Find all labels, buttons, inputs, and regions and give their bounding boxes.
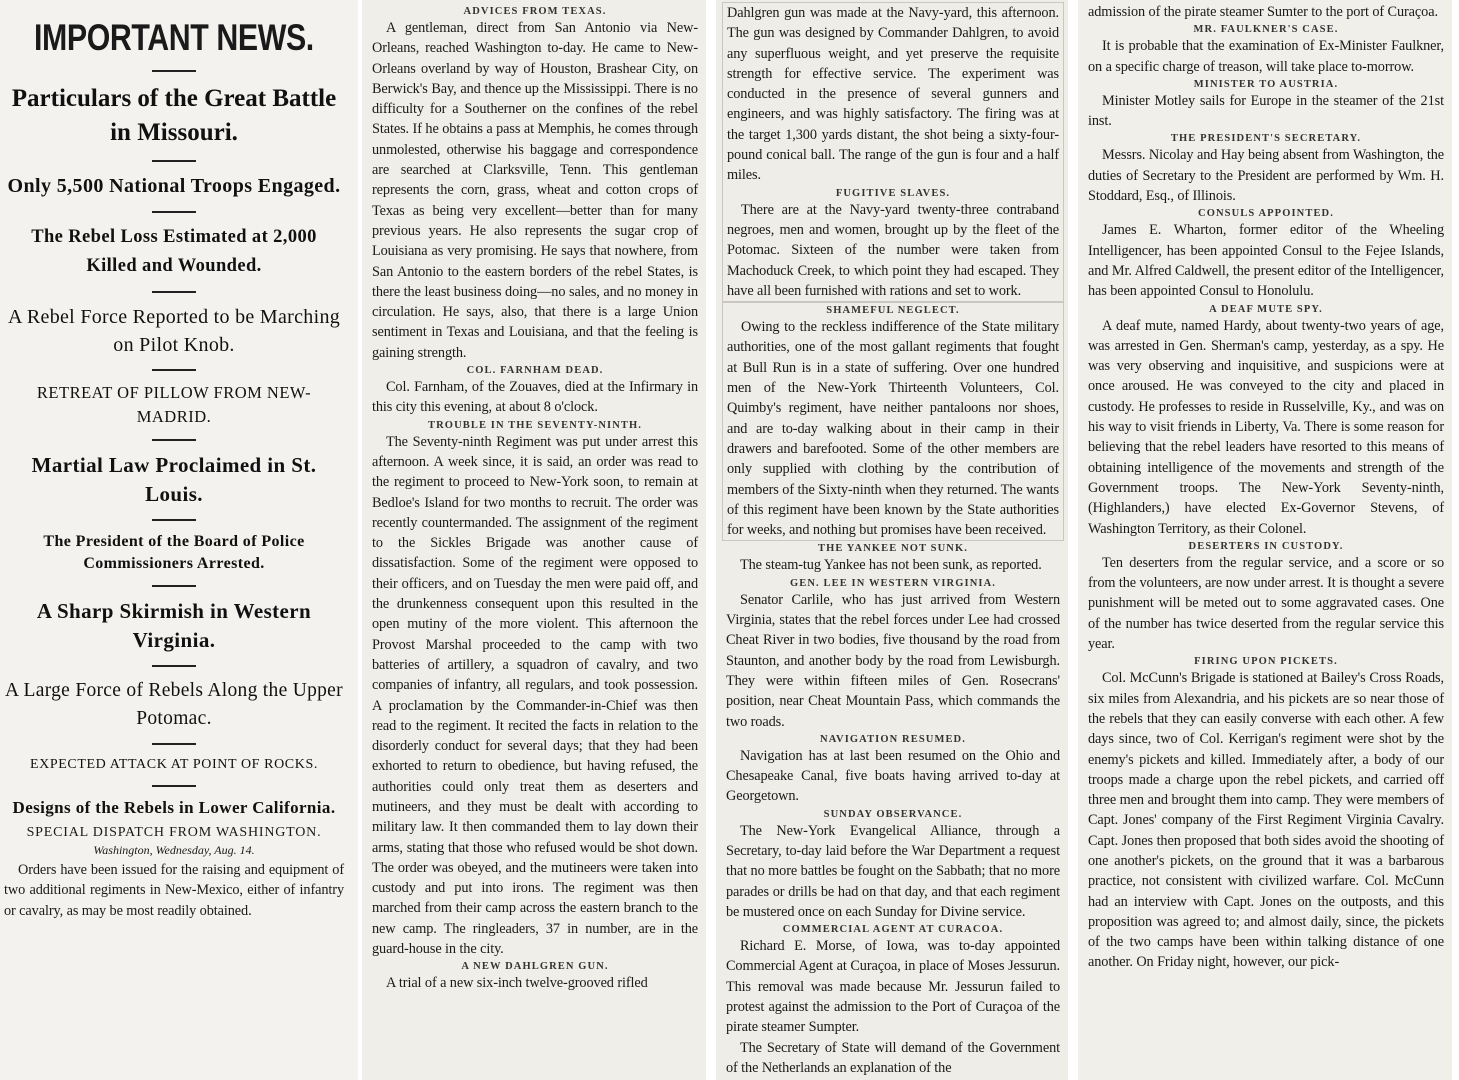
section-heading: NAVIGATION RESUMED. [820, 733, 966, 745]
headline: Designs of the Rebels in Lower California. [12, 798, 336, 817]
rule [152, 211, 196, 213]
section-heading: MINISTER TO AUSTRIA. [1193, 78, 1339, 90]
dispatch-heading: SPECIAL DISPATCH FROM WASHINGTON. [26, 825, 322, 840]
section-heading: CONSULS APPOINTED. [1198, 208, 1334, 220]
section-heading: GEN. LEE IN WESTERN VIRGINIA. [790, 577, 996, 589]
article-body: The Secretary of State will demand of the Government of the Netherlands an explanation of the [726, 1039, 1060, 1076]
article-body: A deaf mute, named Hardy, about twenty-two years of age, was arrested in Gen. Sherman's camp, yesterday, as a spy. He was very observing and inquisitive, and suspicions were at once aroused. He was conveyed to the city and placed in custody. He professes to reside in Russelville, Ky., and was on his way to visit friends in Liberty, Va. There is some reason for believing that the rebel leaders have resorted to this means of obtaining intelligence of the movements and strength of the Government troops. The New-York Seventy-ninth, (Highlanders,) have elected Ex-Governor Stevens, of Washington Territory, as their Colonel. [1088, 317, 1444, 537]
section-heading: A NEW DAHLGREN GUN. [461, 961, 609, 973]
article-body: Senator Carlile, who has just arrived from Western Virginia, states that the rebel forces under Lee had crossed Cheat River in two bodies, five thousand by the road from Staunton, and another body by the road from Lewisburgh. They were within fifteen miles of Gen. Rosecrans' position, near Cheat Mountain Pass, which commands the two roads. [726, 591, 1060, 730]
rule [152, 743, 196, 745]
rule [152, 369, 196, 371]
headline: A Large Force of Rebels Along the Upper Potomac. [5, 680, 343, 729]
article-body: admission of the pirate steamer Sumter to the port of Curaçoa. [1088, 4, 1438, 20]
section-heading: ADVICES FROM TEXAS. [463, 6, 607, 17]
section-heading: FIRING UPON PICKETS. [1194, 656, 1338, 668]
headline: Only 5,500 National Troops Engaged. [7, 175, 341, 197]
article-body: Dahlgren gun was made at the Navy-yard, this afternoon. The gun was designed by Commander Dahlgren, to avoid any superfluous weight, and yet preserve the requisite strength for effective service. The experiment was conducted in the presence of several gunners and engineers, and was highly satisfactory. The firing was at the target 1,300 yards distant, the shot being a sixty-four-pound conical ball. The range of the gun is four and a half miles. [727, 5, 1059, 184]
article-column-4 [1078, 0, 1452, 1080]
article-body: There are at the Navy-yard twenty-three contraband negroes, men and women, brought up by the fleet of the Potomac. Sixteen of the number were taken from Machoduck Creek, to which point they had escaped. They have all been furnished with rations and set to work. [727, 201, 1059, 299]
headline: RETREAT OF PILLOW FROM NEW-MADRID. [36, 383, 312, 426]
section-heading: TROUBLE IN THE SEVENTY-NINTH. [428, 419, 642, 431]
article-body: The steam-tug Yankee has not been sunk, as reported. [740, 557, 1042, 574]
article-body: Richard E. Morse, of Iowa, was to-day appointed Commercial Agent at Curaçoa, in place of Moses Jessurun. This removal was made because Mr. Jessurun failed to protest against the admission to the Port of Curaçoa of the pirate steamer Sumpter. [726, 938, 1060, 1036]
rule [152, 439, 196, 441]
section-heading: A DEAF MUTE SPY. [1209, 303, 1323, 315]
section-heading: DESERTERS IN CUSTODY. [1188, 540, 1344, 552]
article-body: Ten deserters from the regular service, and a score or so from the volunteers, are now under arrest. It is thought a severe punishment will be meted out to some aggravated cases. One of the number has twice deserted from the regular service this year. [1088, 554, 1444, 653]
rule [152, 585, 196, 587]
rule [152, 160, 196, 162]
headline: The Rebel Loss Estimated at 2,000 Killed and Wounded. [31, 227, 317, 276]
section-heading: THE PRESIDENT'S SECRETARY. [1170, 133, 1362, 145]
headline-column [0, 0, 358, 1080]
section-heading: SUNDAY OBSERVANCE. [823, 808, 963, 820]
article-body: A trial of a new six-inch twelve-grooved rifled [386, 975, 648, 992]
rule [152, 291, 196, 293]
article-body: The New-York Evangelical Alliance, through a Secretary, to-day laid before the War Department a request that no more battles be fought on the Sabbath; that no more parades or drills be had on that day, and that each regiment be mustered once on each Sunday for Divine service. [726, 822, 1060, 920]
article-body: Col. McCunn's Brigade is stationed at Bailey's Cross Roads, six miles from Alexandria, and his pickets are so near those of the rebels that they can easily converse with each other. A few days since, two of Col. Kerrigan's regiment were shot by the enemy's pickets and killed. Immediately after, a body of our troops made a charge upon the rebel pickets, and carried off three men and brought them into camp. They were members of Capt. Jones' company of the First Regiment Virginia Cavalry. Capt. Jones then proposed that both sides avoid the shooting of one another's pickets, on the ground that it was a barbarous practice, not consistent with civilized warfare. Col. McCunn had an interview with Capt. Jones on the outposts, and this proposition was agreed to; and almost daily, since, the pickets of the two camps have been within talking distance of one another. On Friday night, however, our pick- [1088, 670, 1444, 971]
article-body: A gentleman, direct from San Antonio via New-Orleans, reached Washington to-day. He came to New-Orleans overland by way of Houston, Brashear City, on Berwick's Bay, and thence up the Mississippi. There is no difficulty for a Southerner on the confines of the rebel States. If he obtains a pass at Memphis, he comes through unmolested, otherwise his baggage and correspondence are searched at Clarksville, Tenn. This gentleman represents the corn, grass, wheat and cotton crops of Texas as being very excellent—better than for many previous years. He also represents the sugar crop of Louisiana as very promising. He says that nowhere, from San Antonio to the eastern borders of the rebel States, is there the least business doing—no sales, and no money in circulation. He says, also, that there is a large Union sentiment in Texas and Louisiana, and that the feeling is gaining strength. [372, 20, 698, 361]
section-heading: SHAMEFUL NEGLECT. [826, 305, 960, 317]
article-body: Messrs. Nicolay and Hay being absent from Washington, the duties of Secretary to the President are performed by Wm. H. Stoddard, Esq., of Illinois. [1088, 147, 1444, 205]
article-body: James E. Wharton, former editor of the Wheeling Intelligencer, has been appointed Consul to the Fejee Islands, and Mr. Alfred Caldwell, the present editor of the Intelligencer, has been appointed Consul to Honolulu. [1088, 222, 1444, 300]
section-heading: MR. FAULKNER'S CASE. [1193, 24, 1339, 36]
section-heading: THE YANKEE NOT SUNK. [818, 543, 968, 555]
rule [152, 519, 196, 521]
article-column-2 [362, 0, 706, 1080]
headline: Martial Law Proclaimed in St. Louis. [31, 453, 317, 506]
section-heading: FUGITIVE SLAVES. [835, 187, 951, 199]
article-body: It is probable that the examination of Ex-Minister Faulkner, on a specific charge of treason, will take place to-morrow. [1088, 38, 1444, 75]
clipping-box [722, 2, 1064, 302]
article-body: Navigation has at last been resumed on the Ohio and Chesapeake Canal, five boats having arrived to-day at Georgetown. [726, 747, 1060, 805]
section-heading: COMMERCIAL AGENT AT CURACOA. [782, 924, 1004, 936]
article-body: Col. Farnham, of the Zouaves, died at the Infirmary in this city this evening, at about 8 o'clock. [372, 379, 698, 416]
headline: A Sharp Skirmish in Western Virginia. [36, 599, 312, 652]
headline: EXPECTED ATTACK AT POINT OF ROCKS. [30, 757, 318, 772]
rule [152, 70, 196, 72]
article-column-3 [716, 0, 1068, 1080]
headline: A Rebel Force Reported to be Marching on Pilot Knob. [7, 306, 341, 356]
headline: Particulars of the Great Battle in Missouri. [11, 85, 337, 146]
dateline: Washington, Wednesday, Aug. 14. [93, 843, 255, 857]
article-body: Minister Motley sails for Europe in the steamer of the 21st inst. [1088, 92, 1444, 130]
clipping-box [722, 302, 1064, 541]
article-body: Orders have been issued for the raising and equipment of two additional regiments in New-Mexico, either of infantry or cavalry, as may be most readily obtained. [4, 862, 344, 919]
article-body: The Seventy-ninth Regiment was put under arrest this afternoon. A week since, it is said, an order was read to the regiment to proceed to New-York soon, to remain at Bedloe's Island for two months to recruit. The order was recently countermanded. The assignment of the regiment to the Sickles Brigade was another cause of dissatisfaction. Some of the regiment were opposed to their officers, and on Tuesday the men were paid off, and the drunkenness consequent upon this resulted in the open mutiny of the more violent. This afternoon the Provost Marshal proceeded to the camp with two batteries of artillery, a squadron of cavalry, and two companies of infantry, all regulars, and took possession. A proclamation by the Commander-in-Chief was then read to the regiment. It recited the facts in relation to the disorderly conduct for several days; that they had been exhorted to return to obedience, but having refused, the authorities could only treat them as deserters and mutineers, and they must be dealt with according to military law. It then commanded them to lay down their arms, stating that those who refused would be shot down. The order was obeyed, and the mutineers were taken into custody and put into irons. The regiment was then marched from their camp across the eastern branch to the new camp. The ringleaders, 37 in number, are in the guard-house in the city. [372, 433, 698, 958]
article-body: Owing to the reckless indifference of the State military authorities, one of the most gallant regiments that fought at Bull Run is in a state of suffering. Over one hundred men of the New-York Thirteenth Volunteers, Col. Quimby's regiment, have neither pantaloons nor shoes, and are to-day walking about in their camp in their drawers and barefooted. Some of the other members are only supplied with clothing by the contribution of members of the Sixty-ninth when they returned. The wants of this regiment have been known by the State authorities for weeks, and nothing but promises have been received. [727, 319, 1059, 539]
section-heading: COL. FARNHAM DEAD. [466, 365, 604, 377]
rule [152, 665, 196, 667]
banner-headline: IMPORTANT NEWS. [34, 17, 314, 58]
rule [152, 785, 196, 787]
headline: The President of the Board of Police Commissioners Arrested. [43, 533, 305, 572]
